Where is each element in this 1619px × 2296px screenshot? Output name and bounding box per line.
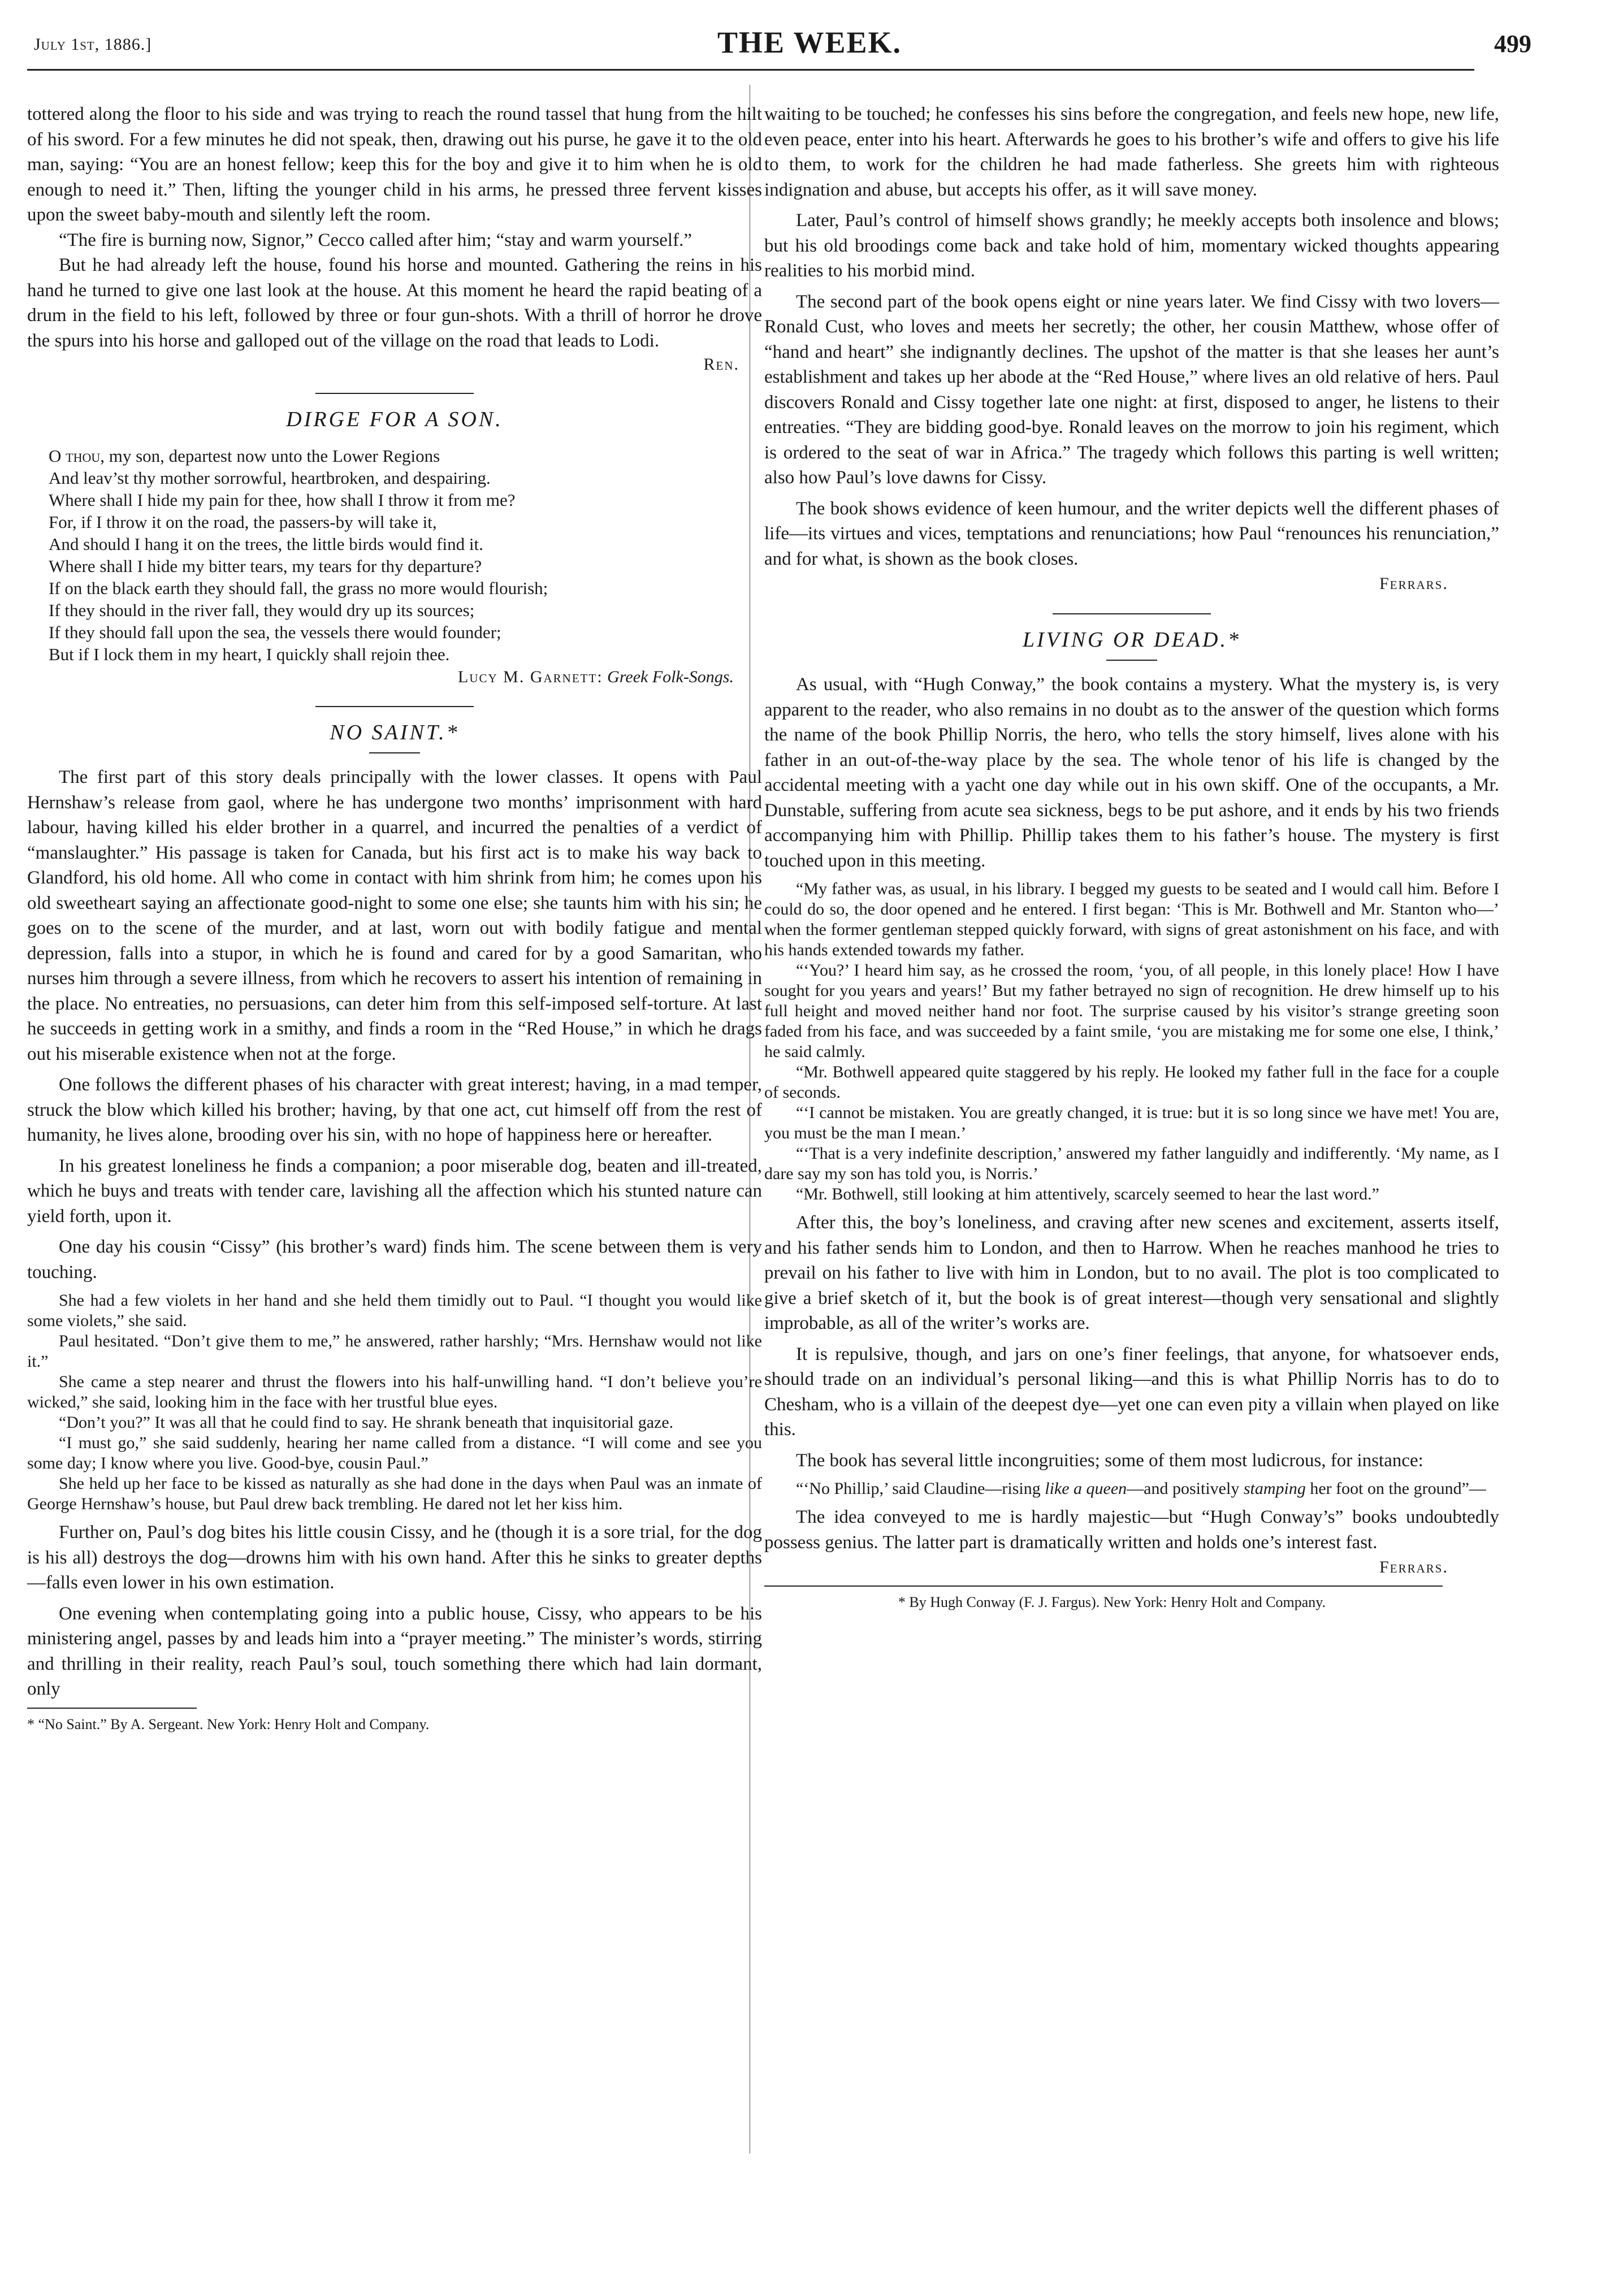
quote-paragraph: “‘You?’ I heard him say, as he crossed the room, ‘you, of all people, in this lonely place! How I have sought for you years and years!’ But my father betrayed no sign of recognition. He drew himself up to his full height and moved neither hand nor foot. The surprise caused by his visitor’s strange greeting soon faded from his face, and was succeeded by a faint smile, ‘you are mistaking me for some one else, I think,’ he said calmly. [764, 961, 1499, 1061]
quote-paragraph: She came a step nearer and thrust the flowers into his half-unwilling hand. “I don’t believe you’re wicked,” she said, looking him in the face with her trustful blue eyes. [27, 1372, 762, 1411]
paragraph: “The fire is burning now, Signor,” Cecco called after him; “stay and warm yourself.” [59, 229, 692, 250]
review-no-saint [27, 718, 762, 1702]
poem-source: Greek Folk-Songs. [607, 668, 734, 686]
quote-paragraph: Paul hesitated. “Don’t give them to me,” he answered, rather harshly; “Mrs. Hernshaw would not like it.” [27, 1332, 762, 1371]
claudine-quote: “‘No Phillip,’ said Claudine—rising like a queen—and positively stamping her foot on the ground”— [796, 1479, 1486, 1498]
quote-paragraph: She had a few violets in her hand and she held them timidly out to Paul. “I thought you would like some violets,” she said. [27, 1291, 762, 1330]
paragraph: One evening when contemplating going into a public house, Cissy, who appears to be his ministering angel, passes by and leads him into a “prayer meeting.” The minister’s words, stirring and thrilling in their reality, reach Paul’s soul, touch something there which had lain dormant, only [27, 1603, 762, 1699]
issue-date: July 1st, 1886.] [34, 35, 152, 54]
left-column [27, 102, 762, 1736]
right-column [764, 102, 1499, 1614]
paragraph: Further on, Paul’s dog bites his little cousin Cissy, and he (though it is a sore trial, for the dog is his all) destroys the dog—drowns him with his own hand. After this he sinks to greater depths—falls even lower in his own estimation. [27, 1522, 762, 1593]
page-number: 499 [1494, 30, 1531, 58]
poem-line: my son, departest now unto the Lower Regions [105, 446, 440, 466]
poem-line: And should I hang it on the trees, the little birds would find it. [49, 534, 483, 554]
review-title: NO SAINT.* [330, 721, 460, 744]
paragraph: After this, the boy’s loneliness, and craving after new scenes and excitement, asserts itself, and his father sends him to London, and then to Harrow. When he reaches manhood he tries to prevail on his father to live with him in London, but to no avail. The plot is too complicated to give a brief sketch of it, but the book is of great interest—though very sensational and slightly improbable, as all of the writer’s works are. [764, 1212, 1499, 1333]
poem-line: But if I lock them in my heart, I quickly shall rejoin thee. [49, 644, 450, 664]
review-living-or-dead [764, 626, 1499, 1580]
journal-title: THE WEEK. [717, 25, 902, 59]
story-conclusion [27, 102, 762, 376]
poem-first-word: O thou, [49, 446, 105, 466]
header-rule [27, 69, 1474, 71]
paragraph: But he had already left the house, found his horse and mounted. Gathering the reins in his hand he turned to give one last look at the house. At this moment he heard the rapid beating of a drum in the field to his left, followed by three or four gun-shots. With a thrill of horror he drove the spurs into his horse and galloped out of the village on the road that leads to Lodi. [27, 255, 762, 351]
poem-title: DIRGE FOR A SON. [286, 408, 503, 431]
poem-line: If on the black earth they should fall, the grass no more would flourish; [49, 578, 548, 598]
story-signature: Ren. [703, 355, 739, 374]
poem-line: And leav’st thy mother sorrowful, heartbroken, and despairing. [49, 468, 491, 488]
paragraph: One follows the different phases of his character with great interest; having, in a mad temper, struck the blow which killed his brother; having, by that one act, cut himself off from the rest of humanity, he lives alone, brooding over his sin, with no hope of happiness here or hereafter. [27, 1075, 762, 1145]
paragraph: One day his cousin “Cissy” (his brother’s ward) finds him. The scene between them is very touching. [27, 1237, 762, 1283]
footnote: * “No Saint.” By A. Sergeant. New York: Henry Holt and Company. [27, 1715, 430, 1732]
quote-paragraph: “‘That is a very indefinite description,’ answered my father languidly and indifferently. ‘My name, as I dare say my son has told you, is Norris.’ [764, 1144, 1499, 1183]
review-signature: Ferrars. [1379, 1558, 1448, 1576]
page-header [0, 0, 1619, 73]
quote-paragraph: “Mr. Bothwell appeared quite staggered by his reply. He looked my father full in the face for a couple of seconds. [764, 1063, 1499, 1102]
quote-paragraph: She held up her face to be kissed as naturally as she had done in the days when Paul was an inmate of George Hernshaw’s house, but Paul drew back trembling. He dared not let her kiss him. [27, 1474, 762, 1513]
quote-paragraph: “Don’t you?” It was all that he could find to say. He shrank beneath that inquisitorial gaze. [59, 1413, 674, 1432]
paragraph: The book has several little incongruities; some of them most ludicrous, for instance: [796, 1450, 1423, 1471]
review-title: LIVING OR DEAD.* [1023, 628, 1241, 652]
quoted-excerpt [27, 1290, 762, 1514]
poem-line: Where shall I hide my pain for thee, how shall I throw it from me? [49, 490, 516, 510]
poem-attribution [27, 665, 762, 689]
review-signature: Ferrars. [1379, 574, 1448, 593]
poem-line: If they should fall upon the sea, the vessels there would founder; [49, 622, 501, 642]
poem-line: If they should in the river fall, they would dry up its sources; [49, 600, 475, 620]
paragraph: As usual, with “Hugh Conway,” the book contains a mystery. What the mystery is, is very apparent to the reader, who also remains in no doubt as to the answer of the question which forms the name of the book Phillip Norris, the hero, who tells the story himself, lives alone with his father in an out-of-the-way place by the sea. The whole tenor of his life is changed by the accidental meeting with a yacht one day while out in his own skiff. One of the occupants, a Mr. Dunstable, suffering from acute sea sickness, begs to be put ashore, and it ends by his two friends accompanying him with Phillip. Phillip takes them to his father’s house. The mystery is first touched upon in this meeting. [764, 674, 1499, 871]
quote-paragraph: “Mr. Bothwell, still looking at him attentively, scarcely seemed to hear the last word.” [796, 1185, 1379, 1203]
paragraph: Later, Paul’s control of himself shows grandly; he meekly accepts both insolence and blows; but his old broodings come back and take hold of him, momentary wicked thoughts appearing realities to his morbid mind. [764, 210, 1499, 281]
poem-author: Lucy M. Garnett: [458, 668, 603, 686]
quote-paragraph: “‘I cannot be mistaken. You are greatly changed, it is true: but it is so long since we have met! You are, you must be the man I mean.’ [764, 1103, 1499, 1142]
paragraph: tottered along the floor to his side and was trying to reach the round tassel that hung from the hilt of his sword. For a few minutes he did not speak, then, drawing out his purse, he gave it to the old man, saying: “You are an honest fellow; keep this for the boy and give it to him when he is old enough to need it.” Then, lifting the younger child in his arms, he pressed three fervent kisses upon the sweet baby-mouth and silently left the room. [27, 104, 762, 225]
footnote-rule [27, 1708, 197, 1709]
footnote: * By Hugh Conway (F. J. Fargus). New York: Henry Holt and Company. [898, 1594, 1326, 1610]
poem [27, 405, 762, 689]
quote-paragraph: “I must go,” she said suddenly, hearing her name called from a distance. “I will come and see you some day; I know where you live. Good-bye, cousin Paul.” [27, 1433, 762, 1472]
quote-paragraph: “My father was, as usual, in his library. I begged my guests to be seated and I would call him. Before I could do so, the door opened and he entered. I first began: ‘This is Mr. Bothwell and Mr. Stanton who—’ when the former gentleman stepped quickly forward, with signs of great astonishment on his face, and with his hands extended towards my father. [764, 880, 1499, 959]
poem-line: Where shall I hide my bitter tears, my tears for thy departure? [49, 556, 482, 576]
paragraph: The idea conveyed to me is hardly majestic—but “Hugh Conway’s” books undoubtedly possess genius. The latter part is dramatically written and holds one’s interest fast. [764, 1507, 1499, 1553]
paragraph: It is repulsive, though, and jars on one’s finer feelings, that anyone, for whatsoever ends, should trade on an individual’s personal liking—and this is what Phillip Norris has to do to Chesham, who is a villain of the deepest dye—yet one can even pity a villain when played on like this. [764, 1344, 1499, 1440]
paragraph: The book shows evidence of keen humour, and the writer depicts well the different phases of life—its virtues and vices, temptations and renunciations; how Paul “renounces his renunciation,” and for what, is shown as the book closes. [764, 498, 1499, 569]
paragraph: waiting to be touched; he confesses his sins before the congregation, and feels new hope, new life, even peace, enter into his heart. Afterwards he goes to his brother’s wife and offers to give his life to them, to work for the children he had made fatherless. She greets him with righteous indignation and abuse, but accepts his offer, as it will save money. [764, 104, 1499, 200]
footnote-rule [764, 1585, 1443, 1587]
paragraph: In his greatest loneliness he finds a companion; a poor miserable dog, beaten and ill-treated, which he buys and treats with tender care, lavishing all the affection which his stunted nature can yield forth, upon it. [27, 1155, 762, 1227]
quoted-excerpt [764, 879, 1499, 1205]
poem-line: For, if I throw it on the road, the passers-by will take it, [49, 512, 437, 532]
paragraph: The second part of the book opens eight or nine years later. We find Cissy with two lovers—Ronald Cust, who loves and meets her secretly; the other, her cousin Matthew, whose offer of “hand and heart” she indignantly declines. The upshot of the matter is that she leases her aunt’s establishment and takes up her abode at the “Red House,” where lives an old relative of hers. Paul discovers Ronald and Cissy together late one night: at first, disposed to anger, he listens to their entreaties. “They are bidding good-bye. Ronald leaves on the morrow to join his regiment, which is ordered to the seat of war in Africa.” The tragedy which follows this parting is well written; also how Paul’s love dawns for Cissy. [764, 291, 1499, 488]
paragraph: The first part of this story deals principally with the lower classes. It opens with Paul Hernshaw’s release from gaol, where he has undergone two months’ imprisonment with hard labour, having killed his elder brother in a quarrel, and incurred the penalties of a verdict of “manslaughter.” His passage is taken for Canada, but his first act is to make his way back to Glandford, his old home. All who come in contact with him shrink from him; he comes upon his old sweetheart saying an affectionate good-night to some one else; she taunts him with his sin; he goes on to the scene of the murder, and at last, worn out with bodily fatigue and mental depression, falls into a stupor, in which he is found and cared for by a good Samaritan, who nurses him through a severe illness, from which he recovers to assert his intention of remaining in the place. No entreaties, no persuasions, can deter him from this self-imposed self-torture. At last he succeeds in getting work in a smithy, and finds a room in the “Red House,” in which he drags out his miserable existence when not at the forge. [27, 767, 762, 1064]
